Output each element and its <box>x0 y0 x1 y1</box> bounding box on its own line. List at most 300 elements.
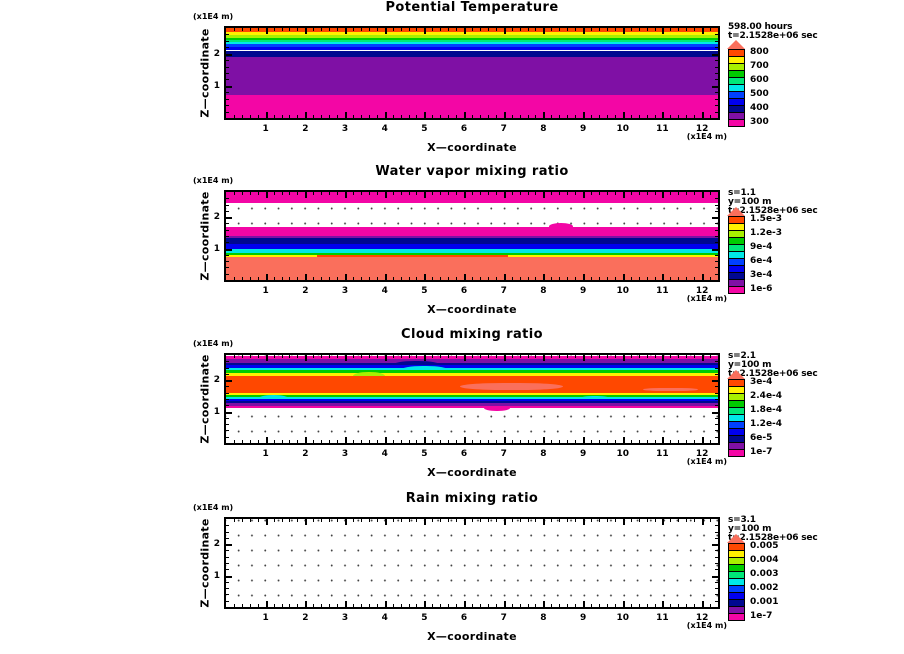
x-axis-tick <box>512 115 513 118</box>
colorbar-tick-label: 600 <box>750 75 769 85</box>
y-axis-tick <box>226 557 229 558</box>
x-axis-tick <box>639 519 640 522</box>
legend-line: y=100 m <box>728 360 772 370</box>
x-axis-tick <box>591 115 592 118</box>
x-axis-tick <box>512 440 513 443</box>
x-axis-tick <box>266 274 268 280</box>
x-axis-tick <box>329 604 330 607</box>
x-axis-tick <box>559 192 560 195</box>
x-axis-label: X—coordinate <box>427 303 517 316</box>
y-axis-tick <box>226 112 229 113</box>
x-axis-tick <box>670 604 671 607</box>
x-tick-label: 3 <box>341 124 349 134</box>
x-axis-tick <box>329 28 330 31</box>
x-axis-tick <box>337 604 338 607</box>
x-axis-tick <box>591 604 592 607</box>
x-axis-tick <box>345 437 347 443</box>
x-axis-tick <box>543 28 545 34</box>
x-axis-tick <box>416 28 417 31</box>
x-axis-tick <box>242 440 243 443</box>
x-axis-tick <box>393 277 394 280</box>
x-axis-tick <box>250 115 251 118</box>
x-tick-label: 10 <box>616 449 630 459</box>
x-axis-tick <box>242 519 243 522</box>
x-axis-tick <box>504 192 506 198</box>
x-axis-tick <box>282 115 283 118</box>
x-axis-tick <box>321 519 322 522</box>
x-axis-tick <box>559 440 560 443</box>
x-axis-tick <box>464 192 466 198</box>
x-axis-tick <box>393 115 394 118</box>
x-tick-label: 9 <box>579 286 587 296</box>
x-axis-tick <box>662 112 664 118</box>
x-axis-tick <box>377 28 378 31</box>
contour-band <box>226 397 718 399</box>
y-axis-unit: (x1E4 m) <box>193 12 234 21</box>
x-axis-tick <box>456 28 457 31</box>
y-axis-tick <box>226 105 229 106</box>
y-axis-tick <box>715 361 718 362</box>
x-axis-tick <box>480 519 481 522</box>
colorbar-tick-label: 1.2e-3 <box>750 228 783 238</box>
x-axis-tick <box>464 519 466 525</box>
x-axis-unit: (x1E4 m) <box>686 621 727 630</box>
x-axis-tick <box>520 192 521 195</box>
colorbar-box <box>728 286 745 294</box>
x-axis-tick <box>440 519 441 522</box>
x-axis-tick <box>591 28 592 31</box>
x-axis-tick <box>607 115 608 118</box>
x-tick-label: 7 <box>500 286 507 296</box>
x-axis-unit: (x1E4 m) <box>686 457 727 466</box>
x-axis-tick <box>567 604 568 607</box>
x-axis-tick <box>416 440 417 443</box>
x-axis-tick <box>242 115 243 118</box>
x-axis-tick <box>472 355 473 358</box>
x-axis-tick <box>409 519 410 522</box>
x-axis-tick <box>559 604 560 607</box>
x-axis-tick <box>512 192 513 195</box>
x-tick-label: 2 <box>302 449 309 459</box>
colorbar-tick-label: 6e-5 <box>750 433 773 443</box>
x-axis-tick <box>678 519 679 522</box>
x-axis-tick <box>567 192 568 195</box>
x-tick-label: 1 <box>262 613 269 623</box>
x-axis-tick <box>575 519 576 522</box>
x-axis-tick <box>440 115 441 118</box>
x-tick-label: 12 <box>695 124 709 134</box>
x-axis-tick <box>520 355 521 358</box>
x-axis-tick <box>440 355 441 358</box>
contour-band <box>226 359 718 362</box>
x-axis-tick <box>543 601 545 607</box>
colorbar-tick-label: 0.002 <box>750 583 779 593</box>
x-axis-tick <box>607 277 608 280</box>
x-axis-tick <box>710 355 711 358</box>
y-axis-tick <box>712 249 718 251</box>
x-axis-tick <box>599 604 600 607</box>
x-axis-tick <box>258 277 259 280</box>
x-axis-tick <box>710 440 711 443</box>
x-axis-tick <box>488 28 489 31</box>
x-tick-label: 3 <box>341 286 349 296</box>
y-axis-tick <box>715 230 718 231</box>
x-axis-tick <box>543 355 545 361</box>
x-axis-tick <box>559 355 560 358</box>
y-tick-label: 1 <box>213 406 220 417</box>
x-axis-tick <box>528 604 529 607</box>
x-axis-tick <box>583 437 585 443</box>
colorbar-tick-label: 2.4e-4 <box>750 391 783 401</box>
x-axis-tick <box>242 355 243 358</box>
y-axis-tick <box>226 594 229 595</box>
x-axis-tick <box>377 115 378 118</box>
y-axis-tick <box>226 393 229 394</box>
x-axis-tick <box>297 355 298 358</box>
contour-feature <box>579 396 611 399</box>
x-axis-tick <box>623 437 625 443</box>
x-axis-tick <box>496 604 497 607</box>
contour-band <box>226 238 718 244</box>
x-axis-tick <box>662 355 664 361</box>
x-axis-tick <box>631 440 632 443</box>
legend-line: t=2.1528e+06 sec <box>728 31 818 41</box>
x-tick-label: 8 <box>540 286 547 296</box>
x-axis-tick <box>361 355 362 358</box>
x-tick-label: 10 <box>616 613 630 623</box>
x-axis-tick <box>432 28 433 31</box>
y-axis-tick <box>715 399 718 400</box>
x-axis-tick <box>702 355 704 361</box>
x-axis-tick <box>655 519 656 522</box>
x-axis-tick <box>250 28 251 31</box>
x-axis-tick <box>480 28 481 31</box>
x-axis-tick <box>416 277 417 280</box>
legend-line: y=100 m <box>728 197 772 207</box>
y-axis-tick <box>715 236 718 237</box>
x-tick-label: 8 <box>540 124 547 134</box>
x-axis-tick <box>623 601 625 607</box>
x-axis-tick <box>599 355 600 358</box>
x-axis-tick <box>282 355 283 358</box>
x-axis-tick <box>409 440 410 443</box>
legend-line: s=1.1 <box>728 188 756 198</box>
x-axis-tick <box>543 437 545 443</box>
x-tick-label: 2 <box>302 124 309 134</box>
x-axis-tick <box>472 115 473 118</box>
x-axis-tick <box>599 440 600 443</box>
x-axis-tick <box>416 355 417 358</box>
x-tick-label: 12 <box>695 613 709 623</box>
y-axis-tick <box>226 538 229 539</box>
x-tick-label: 9 <box>579 124 587 134</box>
colorbar-tick-label: 500 <box>750 89 769 99</box>
x-axis-tick <box>401 192 402 195</box>
x-axis-tick <box>448 28 449 31</box>
x-axis-tick <box>615 519 616 522</box>
colorbar-box <box>728 119 745 127</box>
x-axis-tick <box>599 115 600 118</box>
contour-band <box>226 401 718 403</box>
x-tick-label: 5 <box>421 449 428 459</box>
x-axis-tick <box>456 277 457 280</box>
x-axis-tick <box>313 355 314 358</box>
x-axis-tick <box>393 355 394 358</box>
x-axis-tick <box>416 519 417 522</box>
y-axis-tick <box>715 386 718 387</box>
x-axis-tick <box>686 604 687 607</box>
x-axis-tick <box>345 112 347 118</box>
x-axis-tick <box>543 519 545 525</box>
y-axis-tick <box>715 430 718 431</box>
x-axis-tick <box>583 192 585 198</box>
x-axis-tick <box>313 519 314 522</box>
y-axis-tick <box>715 424 718 425</box>
contour-band <box>226 32 718 35</box>
x-axis-tick <box>432 519 433 522</box>
x-axis-tick <box>313 28 314 31</box>
x-axis-tick <box>289 277 290 280</box>
x-axis-tick <box>472 192 473 195</box>
x-axis-tick <box>432 355 433 358</box>
x-axis-tick <box>377 604 378 607</box>
x-axis-tick <box>353 28 354 31</box>
x-axis-tick <box>353 519 354 522</box>
x-axis-label: X—coordinate <box>427 466 517 479</box>
x-axis-tick <box>242 604 243 607</box>
legend-line: t=2.1528e+06 sec <box>728 533 818 543</box>
y-axis-tick <box>715 525 718 526</box>
x-axis-tick <box>361 28 362 31</box>
x-axis-tick <box>369 115 370 118</box>
x-axis-tick <box>702 112 704 118</box>
x-axis-tick <box>702 274 704 280</box>
contour-band <box>226 395 718 397</box>
x-axis-tick <box>472 604 473 607</box>
x-axis-tick <box>409 355 410 358</box>
x-axis-tick <box>424 519 426 525</box>
y-axis-tick <box>715 73 718 74</box>
contour-band <box>226 393 718 395</box>
x-axis-tick <box>647 519 648 522</box>
x-axis-tick <box>440 440 441 443</box>
x-axis-tick <box>551 519 552 522</box>
x-axis-tick <box>647 604 648 607</box>
colorbar-tick-label: 9e-4 <box>750 242 773 252</box>
contour-band <box>226 227 718 236</box>
x-axis-tick <box>623 112 625 118</box>
y-axis-tick <box>715 267 718 268</box>
x-tick-label: 7 <box>500 449 507 459</box>
x-axis-tick <box>297 604 298 607</box>
legend-line: t=2.1528e+06 sec <box>728 206 818 216</box>
x-axis-tick <box>448 115 449 118</box>
x-axis-tick <box>551 277 552 280</box>
y-axis-tick <box>226 198 229 199</box>
x-axis-tick <box>551 440 552 443</box>
y-axis-tick <box>712 380 718 382</box>
x-axis-tick <box>528 519 529 522</box>
x-axis-tick <box>409 277 410 280</box>
contour-band <box>226 403 718 405</box>
contour-feature <box>393 361 441 365</box>
x-axis-tick <box>361 519 362 522</box>
x-axis-tick <box>258 519 259 522</box>
x-axis-tick <box>480 440 481 443</box>
x-axis-tick <box>456 355 457 358</box>
x-axis-tick <box>520 604 521 607</box>
x-axis-tick <box>567 115 568 118</box>
x-axis-tick <box>401 519 402 522</box>
x-axis-tick <box>305 437 307 443</box>
y-axis-tick <box>712 576 718 578</box>
x-axis-tick <box>567 355 568 358</box>
legend-line: t=2.1528e+06 sec <box>728 369 818 379</box>
x-axis-tick <box>567 277 568 280</box>
x-axis-tick <box>488 519 489 522</box>
y-axis-tick <box>226 437 229 438</box>
x-axis-tick <box>686 355 687 358</box>
x-axis-tick <box>710 28 711 31</box>
y-axis-tick <box>226 223 229 224</box>
x-axis-tick <box>583 112 585 118</box>
colorbar-tick-label: 1e-7 <box>750 611 773 621</box>
x-axis-tick <box>551 115 552 118</box>
x-axis-tick <box>496 440 497 443</box>
x-axis-tick <box>289 355 290 358</box>
x-axis-tick <box>639 28 640 31</box>
x-axis-tick <box>543 274 545 280</box>
y-axis-tick <box>226 54 232 56</box>
y-axis-tick <box>226 550 229 551</box>
x-axis-tick <box>297 277 298 280</box>
y-axis-tick <box>715 405 718 406</box>
x-axis-tick <box>337 277 338 280</box>
x-axis-tick <box>520 440 521 443</box>
plot-area-rain-mixing-ratio <box>224 517 720 609</box>
y-axis-tick <box>715 368 718 369</box>
x-axis-tick <box>282 28 283 31</box>
x-axis-tick <box>583 519 585 525</box>
x-tick-label: 9 <box>579 613 587 623</box>
x-axis-tick <box>250 519 251 522</box>
x-axis-tick <box>305 112 307 118</box>
x-axis-tick <box>591 192 592 195</box>
y-axis-label: Z—coordinate <box>198 518 212 608</box>
y-axis-tick <box>715 601 718 602</box>
x-axis-tick <box>409 115 410 118</box>
x-axis-tick <box>496 192 497 195</box>
x-axis-tick <box>234 440 235 443</box>
x-axis-tick <box>361 440 362 443</box>
x-axis-tick <box>409 192 410 195</box>
x-axis-tick <box>361 604 362 607</box>
x-axis-tick <box>353 604 354 607</box>
x-axis-tick <box>615 115 616 118</box>
contour-band <box>226 373 718 376</box>
x-axis-tick <box>393 28 394 31</box>
y-axis-unit: (x1E4 m) <box>193 176 234 185</box>
x-axis-tick <box>504 437 506 443</box>
y-axis-tick <box>226 73 229 74</box>
x-axis-tick <box>567 28 568 31</box>
colorbar-tick-label: 700 <box>750 61 769 71</box>
x-axis-tick <box>409 28 410 31</box>
y-axis-tick <box>226 67 229 68</box>
x-axis-tick <box>575 604 576 607</box>
colorbar-tick-label: 1e-7 <box>750 447 773 457</box>
x-axis-tick <box>528 277 529 280</box>
x-axis-tick <box>345 274 347 280</box>
x-axis-tick <box>250 277 251 280</box>
x-axis-tick <box>282 604 283 607</box>
x-axis-tick <box>504 519 506 525</box>
x-axis-tick <box>591 355 592 358</box>
x-axis-tick <box>329 277 330 280</box>
contour-band <box>226 236 718 239</box>
x-axis-tick <box>274 604 275 607</box>
x-axis-tick <box>599 28 600 31</box>
x-axis-tick <box>512 277 513 280</box>
x-axis-tick <box>345 28 347 34</box>
colorbar-tick-label: 0.003 <box>750 569 779 579</box>
x-axis-tick <box>670 277 671 280</box>
x-axis-tick <box>535 115 536 118</box>
x-tick-label: 5 <box>421 124 428 134</box>
x-axis-tick <box>401 604 402 607</box>
x-axis-tick <box>369 519 370 522</box>
y-axis-tick <box>715 532 718 533</box>
x-axis-tick <box>369 277 370 280</box>
contour-band <box>226 47 718 51</box>
x-axis-tick <box>615 604 616 607</box>
x-axis-tick <box>329 355 330 358</box>
y-axis-tick <box>712 54 718 56</box>
y-axis-tick <box>226 255 229 256</box>
x-axis-tick <box>369 355 370 358</box>
x-axis-tick <box>289 28 290 31</box>
x-axis-tick <box>464 112 466 118</box>
x-tick-label: 7 <box>500 613 507 623</box>
x-axis-tick <box>440 192 441 195</box>
x-axis-tick <box>464 274 466 280</box>
y-axis-unit: (x1E4 m) <box>193 339 234 348</box>
plot-area-cloud-mixing-ratio <box>224 353 720 445</box>
x-axis-tick <box>615 192 616 195</box>
colorbar-tick-label: 6e-4 <box>750 256 773 266</box>
x-axis-tick <box>385 192 387 198</box>
x-axis-tick <box>694 115 695 118</box>
x-tick-label: 8 <box>540 449 547 459</box>
x-axis-tick <box>575 192 576 195</box>
x-tick-label: 6 <box>460 286 468 296</box>
y-axis-tick <box>715 538 718 539</box>
x-axis-tick <box>583 28 585 34</box>
x-axis-tick <box>448 519 449 522</box>
x-axis-tick <box>504 355 506 361</box>
x-axis-tick <box>234 519 235 522</box>
x-axis-tick <box>694 519 695 522</box>
y-axis-tick <box>715 79 718 80</box>
x-axis-unit: (x1E4 m) <box>686 294 727 303</box>
x-axis-tick <box>567 519 568 522</box>
colorbar-tick-label: 300 <box>750 117 769 127</box>
x-axis-tick <box>321 277 322 280</box>
x-axis-tick <box>305 192 307 198</box>
x-axis-tick <box>274 28 275 31</box>
x-tick-label: 12 <box>695 449 709 459</box>
contour-band <box>226 249 718 253</box>
